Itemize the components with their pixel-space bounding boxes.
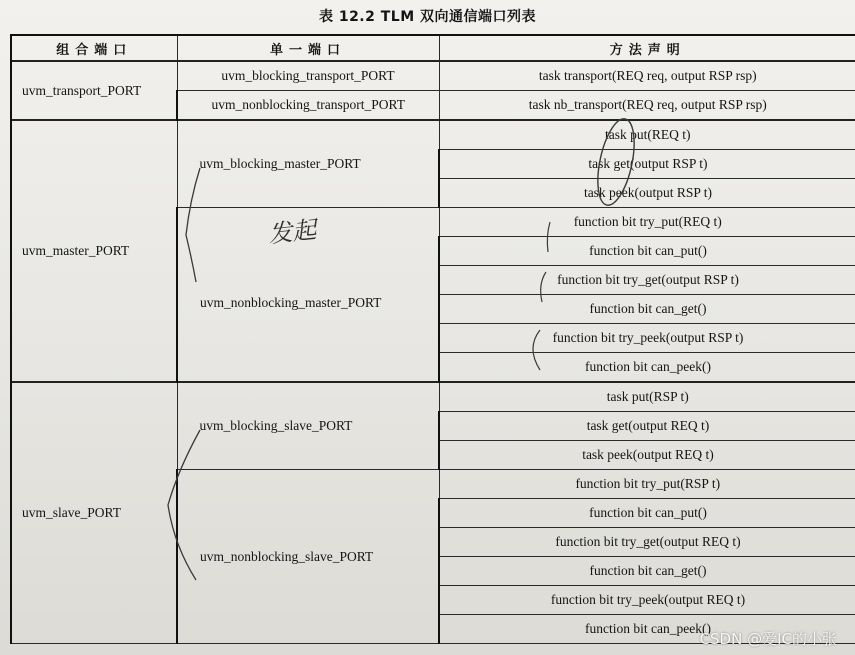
method-cell: function bit try_peek(output REQ t)	[439, 586, 855, 615]
watermark: CSDN @爱IC的小张	[699, 630, 837, 648]
single-port-blocking-slave: uvm_blocking_slave_PORT	[177, 382, 439, 470]
single-port-blocking-master: uvm_blocking_master_PORT	[177, 120, 439, 208]
combined-port-slave: uvm_slave_PORT	[11, 382, 177, 644]
combined-port-master: uvm_master_PORT	[11, 120, 177, 382]
method-cell: function bit try_get(output REQ t)	[439, 528, 855, 557]
method-cell: task transport(REQ req, output RSP rsp)	[439, 61, 855, 91]
method-cell: function bit try_put(RSP t)	[439, 470, 855, 499]
method-cell: function bit can_put()	[439, 499, 855, 528]
method-cell: task get(output RSP t)	[439, 150, 855, 179]
method-cell: function bit can_get()	[439, 557, 855, 586]
method-cell: function bit can_peek()	[439, 353, 855, 383]
header-single-port: 单一端口	[177, 35, 439, 61]
method-cell: task peek(output RSP t)	[439, 179, 855, 208]
method-cell: function bit try_peek(output RSP t)	[439, 324, 855, 353]
method-cell: task put(REQ t)	[439, 120, 855, 150]
method-cell: function bit can_put()	[439, 237, 855, 266]
method-cell: task peek(output REQ t)	[439, 441, 855, 470]
table-header-row	[11, 35, 855, 61]
header-combined-port: 组合端口	[11, 35, 177, 61]
single-port-nonblocking-slave: uvm_nonblocking_slave_PORT	[177, 470, 439, 644]
method-cell: task nb_transport(REQ req, output RSP rsp)	[439, 91, 855, 121]
combined-port-transport: uvm_transport_PORT	[11, 61, 177, 120]
single-port-blocking-transport: uvm_blocking_transport_PORT	[177, 61, 439, 91]
single-port-nonblocking-transport: uvm_nonblocking_transport_PORT	[177, 91, 439, 121]
table-row	[11, 61, 855, 91]
tlm-port-table	[10, 34, 855, 644]
method-cell: function bit can_peek()	[439, 615, 855, 644]
method-cell: function bit try_get(output RSP t)	[439, 266, 855, 295]
table-row	[11, 382, 855, 412]
method-cell: function bit try_put(REQ t)	[439, 208, 855, 237]
handwritten-note: 发起	[266, 215, 318, 249]
table-row	[11, 120, 855, 150]
method-cell: task get(output REQ t)	[439, 412, 855, 441]
method-cell: task put(RSP t)	[439, 382, 855, 412]
table-caption: 表 12.2 TLM 双向通信端口列表	[318, 9, 537, 25]
single-port-nonblocking-master: uvm_nonblocking_master_PORT	[177, 208, 439, 383]
method-cell: function bit can_get()	[439, 295, 855, 324]
header-method-declaration: 方法声明	[439, 35, 855, 61]
